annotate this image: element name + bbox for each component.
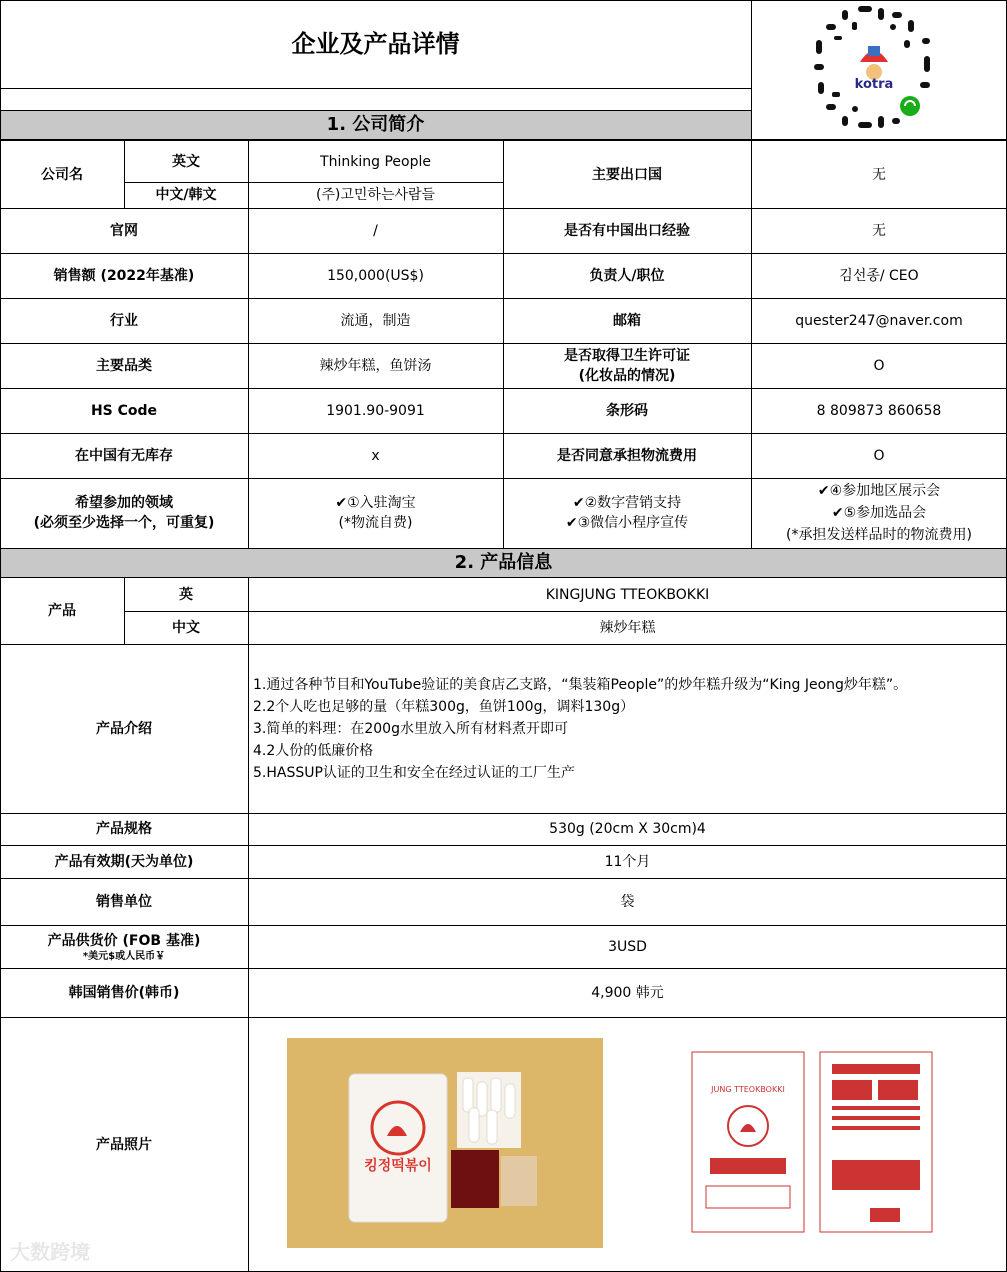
fob-label-text: 产品供货价 (FOB 基准) bbox=[47, 932, 201, 949]
fob-note: *美元$或人民币￥ bbox=[82, 950, 166, 962]
barcode-label: 条形码 bbox=[606, 402, 648, 419]
barcode-value: 8 809873 860658 bbox=[816, 402, 942, 419]
product-en-value: KINGJUNG TTEOKBOKKI bbox=[545, 586, 710, 603]
export-country-value: 无 bbox=[872, 166, 886, 183]
product-photo-label: 产品照片 bbox=[96, 1136, 152, 1153]
kr-price-value: 4,900 韩元 bbox=[591, 984, 664, 1001]
product-en-label: 英 bbox=[179, 586, 193, 603]
company-cnkr-value: (주)고민하는사람들 bbox=[315, 187, 436, 203]
permit-value: O bbox=[873, 357, 885, 374]
area-option-group-1 bbox=[248, 478, 503, 548]
stock-label: 在中国有无库存 bbox=[75, 447, 173, 464]
category-value: 辣炒年糕，鱼饼汤 bbox=[319, 357, 432, 374]
area-label-line2: (必须至少选择一个，可重复) bbox=[33, 515, 215, 531]
area-option-digital-marketing[interactable]: ✔②数字营销支持 bbox=[572, 495, 682, 511]
website-label: 官网 bbox=[110, 222, 138, 239]
section-header-company: 1. 公司简介 bbox=[0, 111, 751, 139]
kr-price-label: 韩国销售价(韩币) bbox=[68, 984, 180, 1001]
area-option-taobao-note: (*物流自费) bbox=[338, 515, 413, 531]
area-label bbox=[0, 478, 248, 548]
qr-brand-text: kotra bbox=[854, 77, 894, 92]
product-photo-main bbox=[287, 1038, 603, 1248]
category-label: 主要品类 bbox=[96, 357, 152, 374]
logistics-value: O bbox=[873, 447, 885, 464]
sales-unit-label: 销售单位 bbox=[96, 893, 152, 910]
package-brand: JUNG TTEOKBOKKI bbox=[711, 1085, 785, 1094]
intro-line: 4.2人份的低廉价格 bbox=[253, 742, 374, 759]
page-title: 企业及产品详情 bbox=[291, 30, 460, 58]
area-option-wechat-miniapp[interactable]: ✔③微信小程序宣传 bbox=[565, 515, 689, 531]
fob-label bbox=[0, 925, 248, 968]
logistics-label: 是否同意承担物流费用 bbox=[557, 447, 697, 464]
website-value: / bbox=[373, 222, 378, 239]
intro-line: 3.简单的料理：在200g水里放入所有材料煮开即可 bbox=[253, 720, 568, 737]
company-name-label: 公司名 bbox=[41, 166, 83, 183]
sales-label: 销售额 (2022年基准) bbox=[53, 267, 195, 284]
area-option-taobao[interactable]: ✔①入驻淘宝 bbox=[335, 495, 416, 511]
china-export-value: 无 bbox=[872, 222, 886, 239]
manager-value: 김선종/ CEO bbox=[839, 267, 919, 284]
company-en-label: 英文 bbox=[172, 153, 200, 170]
area-label-line1: 希望参加的领域 bbox=[75, 495, 173, 511]
hs-code-value: 1901.90-9091 bbox=[326, 402, 425, 419]
sales-value: 150,000(US$) bbox=[327, 267, 424, 284]
sales-unit-value: 袋 bbox=[620, 893, 635, 910]
intro-line: 2.2个人吃也足够的量（年糕300g，鱼饼100g，调料130g） bbox=[253, 698, 635, 715]
permit-label bbox=[503, 343, 751, 388]
intro-line: 1.通过各种节目和YouTube验证的美食店乙支路，“集装箱People”的炒年糕升级为“King Jeong炒年糕”。 bbox=[253, 676, 908, 693]
shelf-life-value: 11个月 bbox=[604, 853, 651, 870]
area-option-regional-expo[interactable]: ✔④参加地区展示会 bbox=[817, 483, 941, 499]
qr-code-icon bbox=[812, 6, 936, 130]
area-option-group-2 bbox=[503, 478, 751, 548]
product-cn-label: 中文 bbox=[172, 619, 200, 636]
area-option-group-3 bbox=[751, 478, 1007, 548]
watermark: 大数跨境 bbox=[10, 1240, 90, 1264]
intro-line: 5.HASSUP认证的卫生和安全在经过认证的工厂生产 bbox=[253, 764, 575, 781]
spec-value: 530g (20cm X 30cm)4 bbox=[549, 821, 706, 837]
industry-value: 流通，制造 bbox=[340, 312, 411, 329]
company-cnkr-label: 中文/韩文 bbox=[155, 187, 217, 203]
area-option-selection-fair[interactable]: ✔⑤参加选品会 bbox=[831, 505, 927, 521]
area-option-note: (*承担发送样品时的物流费用) bbox=[786, 527, 972, 543]
spec-label: 产品规格 bbox=[96, 821, 152, 837]
product-package-design bbox=[680, 1040, 950, 1246]
email-value: quester247@naver.com bbox=[795, 312, 963, 329]
manager-label: 负责人/职位 bbox=[589, 267, 665, 284]
fob-value: 3USD bbox=[608, 938, 647, 955]
permit-label-line2: (化妆品的情况) bbox=[578, 367, 676, 384]
section-header-product: 2. 产品信息 bbox=[0, 549, 1007, 577]
product-intro bbox=[248, 644, 1007, 813]
package-title: 킹정떡볶이 bbox=[364, 1158, 432, 1174]
product-cn-value: 辣炒年糕 bbox=[599, 619, 656, 636]
china-export-label: 是否有中国出口经验 bbox=[564, 222, 690, 239]
company-en-value: Thinking People bbox=[320, 153, 431, 170]
email-label: 邮箱 bbox=[613, 312, 641, 329]
product-intro-label: 产品介绍 bbox=[96, 720, 152, 737]
hs-code-label: HS Code bbox=[90, 402, 158, 419]
export-country-label: 主要出口国 bbox=[592, 166, 662, 183]
permit-label-line1: 是否取得卫生许可证 bbox=[564, 347, 690, 364]
shelf-life-label: 产品有效期(天为单位) bbox=[54, 853, 194, 870]
stock-value: x bbox=[371, 447, 380, 464]
product-name-label: 产品 bbox=[48, 603, 76, 619]
industry-label: 行业 bbox=[110, 312, 138, 329]
